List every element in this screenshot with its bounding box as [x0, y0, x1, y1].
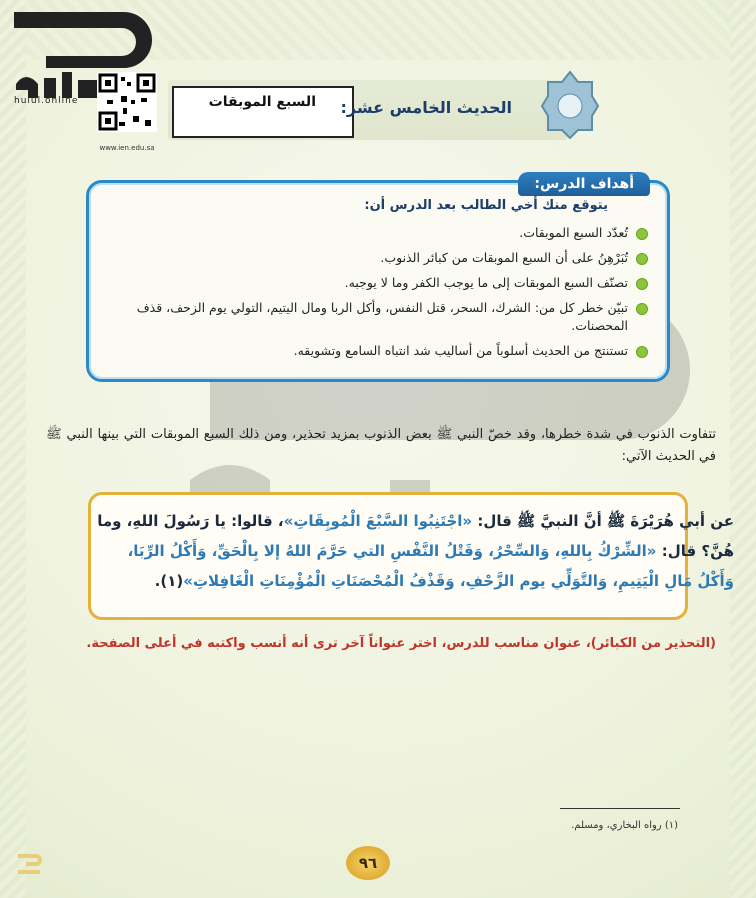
hadith-middle: ، قالوا: يا رَسُولَ اللهِ، وما هُنَّ؟ قال:	[97, 512, 734, 560]
objective-text: تستنتج من الحديث أسلوباً من أساليب شد انتباه السامع وتشويقه.	[293, 343, 628, 358]
bullet-icon	[636, 346, 648, 358]
intro-paragraph: تتفاوت الذنوب في شدة خطرها، وقد خصّ النبي ﷺ بعض الذنوب بمزيد تحذير، ومن ذلك السبع الموبقات التي بينها النبي ﷺ في الحديث الآتي:	[46, 427, 716, 464]
objective-text: تصنّف السبع الموبقات إلى ما يوجب الكفر وما لا يوجبه.	[344, 275, 628, 290]
hadith-text	[94, 506, 734, 596]
qr-caption: www.ien.edu.sa	[99, 144, 155, 152]
bullet-icon	[636, 278, 648, 290]
qr-code[interactable]	[97, 72, 157, 152]
footnote-divider	[560, 808, 680, 809]
objective-text: تبيّن خطر كل من: الشرك، السحر، قتل النفس، وأكل الربا ومال اليتيم، التولي يوم الزحف، قذف المحصنات.	[136, 300, 628, 333]
qr-icon	[97, 72, 157, 132]
list-item	[128, 274, 648, 292]
objective-text: تُبَرْهِنُ على أن السبع الموبقات من كبائر الذنوب.	[380, 250, 628, 265]
corner-logo-icon	[14, 848, 44, 878]
objectives-tab: أهداف الدرس:	[518, 172, 650, 196]
list-item	[128, 224, 648, 242]
bullet-icon	[636, 303, 648, 315]
lesson-emblem-icon	[540, 70, 600, 140]
hadith-quote-1: «اجْتَنِبُوا السَّبْعَ الْمُوبِقَاتِ»	[283, 512, 473, 530]
instruction-text: (التحذير من الكبائر)، عنوان مناسب للدرس، اختر عنواناً آخر ترى أنه أنسب واكتبه في أعلى الصفحة.	[86, 636, 716, 651]
bullet-icon	[636, 253, 648, 265]
lesson-subject-text: السبع الموبقات	[208, 94, 316, 110]
hadith-narrator: عن أبي هُرَيْرَةَ ﷺ أنَّ النبيَّ ﷺ قال:	[477, 512, 734, 530]
hadith-quote-2: «الشِّرْكُ بِاللهِ، وَالسِّحْرُ، وَقَتْلُ النَّفْسِ التي حَرَّمَ اللهُ إلا بِالْحَقِّ، وَأَكْلُ الرِّبَا، وَأَكْلُ مَالِ الْيَتِيمِ، وَالتَّوَلِّي يوم الزَّحْفِ، وَقَذْفُ الْمُحْصَنَاتِ الْمُؤْمِنَاتِ الْغَافِلاتِ»	[127, 542, 734, 590]
objectives-lead: يتوقع منك أخي الطالب بعد الدرس أن:	[364, 198, 608, 213]
objective-text: تُعدّد السبع الموبقات.	[519, 225, 628, 240]
list-item	[128, 249, 648, 267]
left-pattern	[0, 0, 26, 898]
footnote: (١) رواه البخاري، ومسلم.	[571, 820, 678, 831]
objectives-list	[128, 224, 648, 367]
bullet-icon	[636, 228, 648, 240]
page-number: ٩٦	[346, 846, 390, 880]
right-pattern	[730, 0, 756, 898]
list-item	[128, 342, 648, 360]
lesson-heading: الحديث الخامس عشر:	[340, 98, 512, 117]
list-item	[128, 299, 648, 335]
logo-subtext: hulul.online	[14, 96, 79, 106]
lesson-title-box[interactable]	[172, 86, 354, 138]
hadith-reference: (١).	[154, 572, 184, 590]
